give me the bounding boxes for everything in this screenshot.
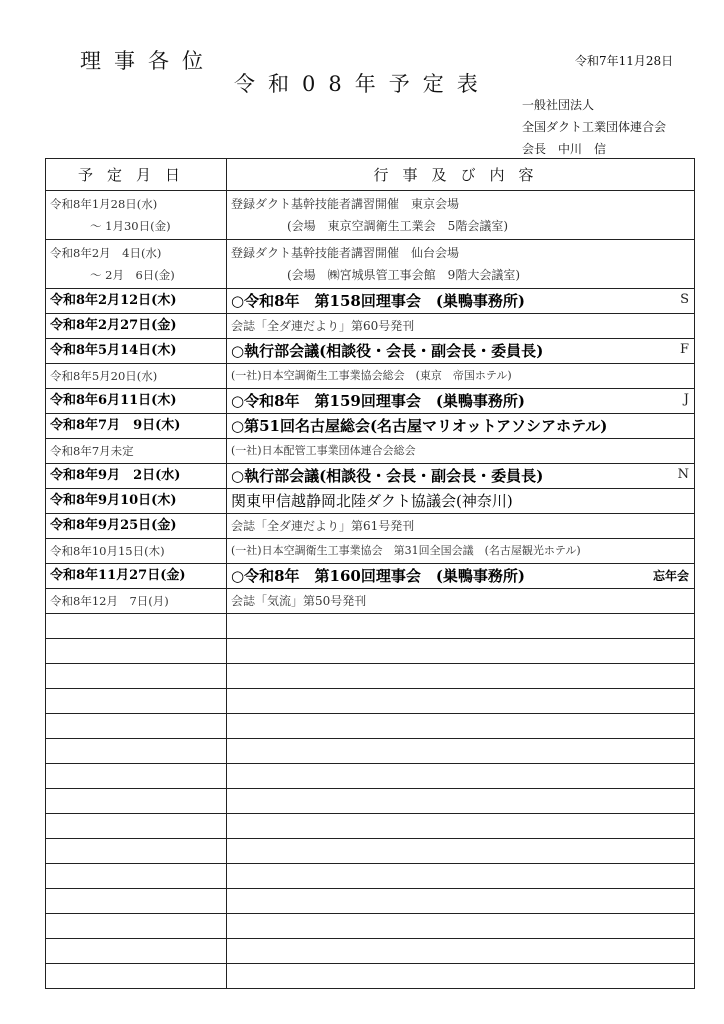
blank-row: [46, 839, 695, 864]
date-cell: [46, 364, 227, 389]
event-text: (一社)日本配管工事業団体連合会総会: [231, 444, 416, 457]
document-date: 令和7年11月28日: [575, 54, 674, 68]
blank-event-cell: [227, 889, 695, 914]
addressee: 理事各位: [80, 49, 216, 73]
event-text: ○令和8年 第158回理事会 (巣鴨事務所): [231, 292, 526, 310]
blank-date-cell: [46, 664, 227, 689]
blank-date-cell: [46, 814, 227, 839]
event-cell: [227, 289, 695, 314]
event-cell: [227, 589, 695, 614]
date-text: 令和8年9月10日(木): [50, 493, 177, 508]
blank-event-cell: [227, 964, 695, 989]
event-text: 登録ダクト基幹技能者講習開催 東京会場: [231, 197, 460, 211]
event-text: (一社)日本空調衛生工事業協会 第31回全国会議 (名古屋観光ホテル): [231, 544, 581, 557]
blank-event-cell: [227, 814, 695, 839]
event-text: ○令和8年 第159回理事会 (巣鴨事務所): [231, 392, 526, 410]
blank-row: [46, 814, 695, 839]
date-cell: [46, 314, 227, 339]
date-text: 令和8年11月27日(金): [50, 568, 186, 583]
blank-date-cell: [46, 764, 227, 789]
date-cell: [46, 414, 227, 439]
event-cell: [227, 489, 695, 514]
blank-row: [46, 714, 695, 739]
table-row: [46, 439, 695, 464]
blank-event-cell: [227, 714, 695, 739]
table-row: [46, 589, 695, 614]
blank-event-cell: [227, 664, 695, 689]
blank-event-cell: [227, 764, 695, 789]
date-text: 令和8年5月14日(木): [50, 343, 177, 358]
date-cell: [46, 589, 227, 614]
blank-row: [46, 689, 695, 714]
event-cell: [227, 439, 695, 464]
blank-row: [46, 939, 695, 964]
blank-date-cell: [46, 739, 227, 764]
event-cell: [227, 564, 695, 589]
date-cell: [46, 389, 227, 414]
document-title: 令和08年予定表: [234, 72, 491, 96]
date-cell: [46, 339, 227, 364]
date-cell: [46, 240, 227, 289]
event-text: (一社)日本空調衛生工事業協会総会 (東京 帝国ホテル): [231, 369, 512, 382]
date-cell: [46, 564, 227, 589]
table-row: [46, 464, 695, 489]
event-cell: [227, 339, 695, 364]
table-header-row: [46, 159, 695, 191]
table-row: [46, 564, 695, 589]
date-end-text: ～ 2月 6日(金): [90, 268, 175, 282]
schedule-table: [45, 158, 695, 989]
event-code: N: [677, 467, 689, 482]
date-cell: [46, 191, 227, 240]
blank-row: [46, 789, 695, 814]
blank-event-cell: [227, 864, 695, 889]
event-cell: [227, 514, 695, 539]
event-code: F: [679, 342, 689, 357]
issuer-line: 全国ダクト工業団体連合会: [522, 120, 667, 134]
event-venue-text: (会場 ㈱宮城県管工事会館 9階大会議室): [287, 268, 520, 282]
date-text: 令和8年2月27日(金): [50, 318, 177, 333]
date-text: 令和8年1月28日(水): [50, 197, 158, 211]
blank-event-cell: [227, 789, 695, 814]
blank-date-cell: [46, 889, 227, 914]
column-header-event: 行事及び内容: [227, 159, 695, 191]
event-cell: [227, 314, 695, 339]
table-row: [46, 389, 695, 414]
blank-event-cell: [227, 839, 695, 864]
event-code: 忘年会: [652, 569, 689, 583]
schedule-body: [46, 191, 695, 989]
blank-row: [46, 889, 695, 914]
blank-date-cell: [46, 914, 227, 939]
date-text: 令和8年7月 9日(木): [50, 418, 181, 433]
blank-date-cell: [46, 964, 227, 989]
table-row: [46, 514, 695, 539]
date-cell: [46, 514, 227, 539]
event-text: 会誌「気流」第50号発刊: [231, 594, 367, 608]
blank-date-cell: [46, 639, 227, 664]
event-cell: [227, 191, 695, 240]
blank-date-cell: [46, 614, 227, 639]
event-text: 関東甲信越静岡北陸ダクト協議会(神奈川): [231, 492, 513, 510]
table-row: [46, 414, 695, 439]
date-text: 令和8年9月25日(金): [50, 518, 177, 533]
issuer-line: 一般社団法人: [522, 98, 595, 112]
event-cell: [227, 539, 695, 564]
blank-event-cell: [227, 689, 695, 714]
event-cell: [227, 464, 695, 489]
table-row: [46, 314, 695, 339]
event-text: ○令和8年 第160回理事会 (巣鴨事務所): [231, 567, 526, 585]
table-row: [46, 191, 695, 240]
event-text: 登録ダクト基幹技能者講習開催 仙台会場: [231, 246, 460, 260]
date-cell: [46, 489, 227, 514]
blank-row: [46, 739, 695, 764]
blank-date-cell: [46, 839, 227, 864]
blank-date-cell: [46, 714, 227, 739]
blank-row: [46, 914, 695, 939]
table-row: [46, 339, 695, 364]
date-text: 令和8年10月15日(木): [50, 544, 165, 558]
event-code: J: [683, 392, 689, 407]
blank-event-cell: [227, 914, 695, 939]
blank-date-cell: [46, 689, 227, 714]
date-cell: [46, 539, 227, 564]
table-row: [46, 240, 695, 289]
blank-row: [46, 864, 695, 889]
blank-row: [46, 964, 695, 989]
blank-row: [46, 664, 695, 689]
date-cell: [46, 289, 227, 314]
table-row: [46, 489, 695, 514]
blank-date-cell: [46, 939, 227, 964]
event-cell: [227, 364, 695, 389]
date-text: 令和8年2月 4日(水): [50, 246, 162, 260]
date-text: 令和8年12月 7日(月): [50, 594, 169, 608]
issuer-block: [522, 94, 666, 160]
event-text: 会誌「全ダ連だより」第60号発刊: [231, 319, 415, 333]
blank-event-cell: [227, 614, 695, 639]
blank-event-cell: [227, 639, 695, 664]
date-cell: [46, 464, 227, 489]
date-text: 令和8年7月未定: [50, 444, 134, 458]
table-row: [46, 364, 695, 389]
date-text: 令和8年5月20日(水): [50, 369, 158, 383]
blank-row: [46, 639, 695, 664]
column-header-date: 予定月日: [46, 159, 227, 191]
date-end-text: ～ 1月30日(金): [90, 219, 171, 233]
event-cell: [227, 389, 695, 414]
date-text: 令和8年2月12日(木): [50, 293, 177, 308]
date-text: 令和8年9月 2日(水): [50, 468, 181, 483]
table-row: [46, 539, 695, 564]
event-text: 会誌「全ダ連だより」第61号発刊: [231, 519, 415, 533]
event-text: ○執行部会議(相談役・会長・副会長・委員長): [231, 467, 544, 485]
table-row: [46, 289, 695, 314]
issuer-line: 会長 中川 信: [522, 142, 607, 156]
blank-date-cell: [46, 864, 227, 889]
blank-event-cell: [227, 939, 695, 964]
event-cell: [227, 240, 695, 289]
event-code: S: [680, 292, 689, 307]
event-venue-text: (会場 東京空調衛生工業会 5階会議室): [287, 219, 508, 233]
blank-row: [46, 764, 695, 789]
event-cell: [227, 414, 695, 439]
blank-date-cell: [46, 789, 227, 814]
blank-event-cell: [227, 739, 695, 764]
date-cell: [46, 439, 227, 464]
event-text: ○第51回名古屋総会(名古屋マリオットアソシアホテル): [231, 417, 608, 435]
date-text: 令和8年6月11日(木): [50, 393, 177, 408]
event-text: ○執行部会議(相談役・会長・副会長・委員長): [231, 342, 544, 360]
blank-row: [46, 614, 695, 639]
